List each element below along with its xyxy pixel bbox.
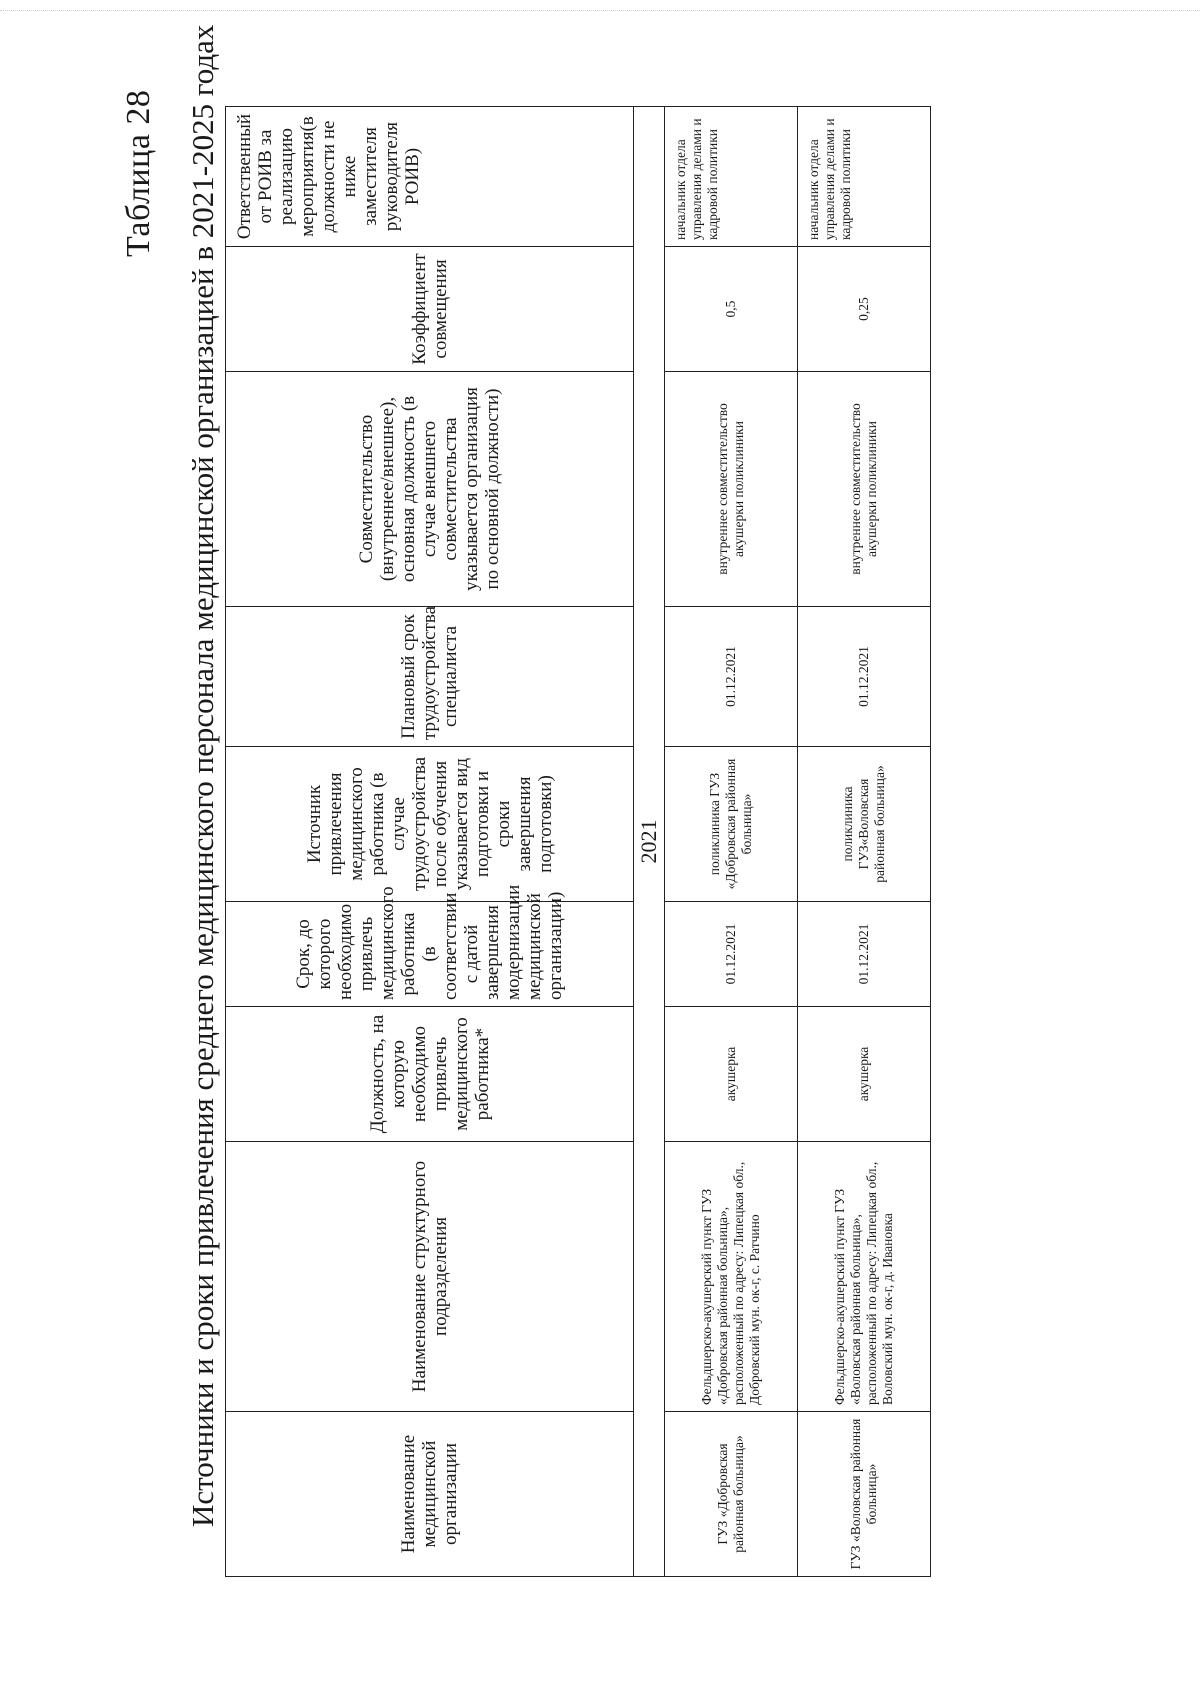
cell-responsible: начальник отдела управления делами и кадровой политики (798, 107, 931, 247)
cell-coefficient: 0,25 (798, 247, 931, 372)
header-source: Источник привлечения медицинского работника (в случае трудоустройства после обучения указывается вид подготовки и сроки завершения подготовки) (226, 747, 634, 902)
cell-division: Фельдшерско-акушерский пункт ГУЗ «Воловская районная больница», расположенный по адресу: Липецкая обл., Воловский мун. ок-г, д. Ивановка (798, 1142, 931, 1412)
header-division: Наименование структурного подразделения (226, 1142, 634, 1412)
cell-division: Фельдшерско-акушерский пункт ГУЗ «Добровская районная больница», расположенный по адресу: Липецкая обл., Добровский мун. ок-г, с. Ратчино (665, 1142, 798, 1412)
table-row (665, 107, 798, 1577)
cell-planned-date: 01.12.2021 (798, 607, 931, 747)
cell-combination: внутреннее совместительство акушерки поликлиники (798, 372, 931, 607)
year-label: 2021 (634, 107, 665, 1577)
header-deadline: Срок, до которого необходимо привлечь медицинского работника (в соответствии с датой завершения модернизации медицинской организации) (226, 902, 634, 1007)
document-title: Источники и сроки привлечения среднего медицинского персонала медицинской организацией в 2021-2025 годах (185, 24, 220, 1527)
cell-deadline: 01.12.2021 (798, 902, 931, 1007)
cell-position: акушерка (665, 1007, 798, 1142)
table-label: Таблица 28 (120, 89, 157, 257)
header-responsible: Ответственный от РОИВ за реализацию мероприятия(в должности не ниже заместителя руководителя РОИВ) (226, 107, 634, 247)
header-planned-date: Плановый срок трудоустройства специалиста (226, 607, 634, 747)
header-coefficient: Коэффициент совмещения (226, 247, 634, 372)
table-row (798, 107, 931, 1577)
cell-planned-date: 01.12.2021 (665, 607, 798, 747)
header-row (226, 107, 634, 1577)
staffing-table (225, 106, 931, 1577)
header-position: Должность, на которую необходимо привлечь медицинского работника* (226, 1007, 634, 1142)
header-organization: Наименование медицинской организации (226, 1412, 634, 1577)
cell-position: акушерка (798, 1007, 931, 1142)
cell-source: поликлиника ГУЗ«Воловская районная больница» (798, 747, 931, 902)
cell-organization: ГУЗ «Воловская районная больница» (798, 1412, 931, 1577)
cell-combination: внутреннее совместительство акушерки поликлиники (665, 372, 798, 607)
cell-organization: ГУЗ «Добровская районная больница» (665, 1412, 798, 1577)
cell-deadline: 01.12.2021 (665, 902, 798, 1007)
cell-responsible: начальник отдела управления делами и кадровой политики (665, 107, 798, 247)
cell-coefficient: 0,5 (665, 247, 798, 372)
cell-source: поликлиника ГУЗ «Добровская районная больница» (665, 747, 798, 902)
header-combination: Совместительство (внутреннее/внешнее), основная должность (в случае внешнего совместительства указывается организация по основной должности) (226, 372, 634, 607)
year-row (634, 107, 665, 1577)
